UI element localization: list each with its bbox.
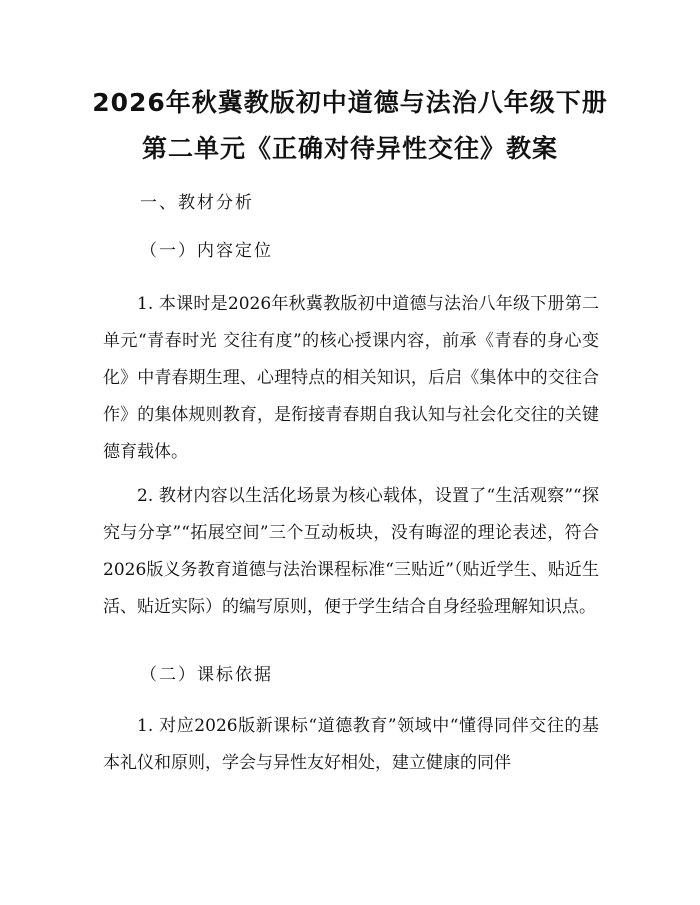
- subsection-heading-curriculum-basis: （二）课标依据: [140, 665, 273, 685]
- section-heading-textbook-analysis: 一、教材分析: [140, 193, 254, 213]
- paragraph-content-positioning-2: 2. 教材内容以生活化场景为核心载体，设置了“生活观察”“探究与分享”“拓展空间”三个互动板块，没有晦涩的理论表述，符合2026版义务教育道德与法治课程标准“三贴近”（贴近学生、贴近生活、贴近实际）的编写原则，便于学生结合自身经验理解知识点。: [103, 486, 599, 617]
- document-title-line-2: 第二单元《正确对待异性交往》教案: [141, 134, 558, 163]
- paragraph-content-positioning-1: 1. 本课时是2026年秋冀教版初中道德与法治八年级下册第二单元“青春时光 交往有度”的核心授课内容，前承《青春的身心变化》中青春期生理、心理特点的相关知识，后启《集体中的交往合作》的集体规则教育，是衔接青春期自我认知与社会化交往的关键德育载体。: [103, 294, 599, 462]
- paragraph-curriculum-basis-1: 1. 对应2026版新课标“道德教育”领域中“懂得同伴交往的基本礼仪和原则，学会与异性友好相处，建立健康的同伴: [103, 716, 599, 773]
- document-title-line-1: 2026年秋冀教版初中道德与法治八年级下册: [92, 88, 608, 117]
- subsection-heading-content-positioning: （一）内容定位: [140, 241, 273, 261]
